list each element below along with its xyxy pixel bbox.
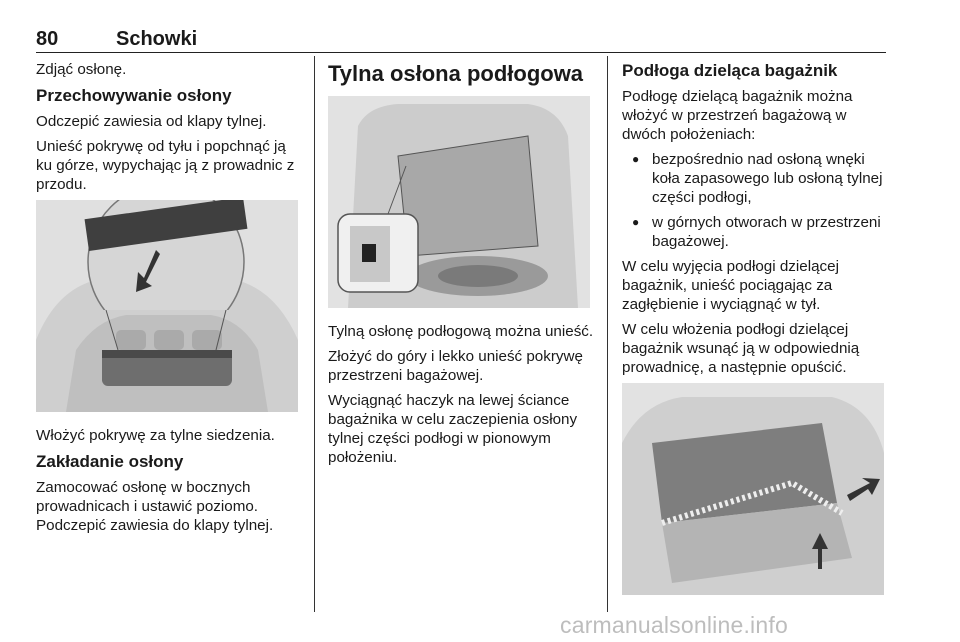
page-header [36,26,886,53]
paragraph: Włożyć pokrywę za tylne siedzenia. [36,427,275,444]
paragraph: Zdjąć osłonę. [36,61,127,78]
column-middle [328,60,594,473]
paragraph: W celu włożenia podłogi dzielącej bagażnik wsunąć ją w odpowiednią prowadnicę, a następnie opuścić. [622,321,860,376]
paragraph: W celu wyjęcia podłogi dzielącej bagażnik, unieść pociągając za zagłębienie i wyciągnąć w tył. [622,258,839,313]
column-right [622,60,884,609]
list-item: ● w górnych otworach w przestrzeni bagażowej. [622,213,884,251]
paragraph: Podłogę dzielącą bagażnik można włożyć w przestrzeń bagażową w dwóch położeniach: [622,88,853,143]
paragraph: Złożyć do góry i lekko unieść pokrywę przestrzeni bagażowej. [328,348,583,384]
column-divider [314,56,315,612]
paragraph: Tylną osłonę podłogową można unieść. [328,323,594,340]
paragraph: Odczepić zawiesia od klapy tylnej. [36,113,267,130]
rear-floor-cover-illustration [328,96,590,308]
section-heading: Przechowywanie osłony [36,86,232,105]
paragraph: Unieść pokrywę od tyłu i popchnąć ją ku górze, wypychając ją z prowadnic z przodu. [36,138,295,193]
load-floor-illustration [622,383,884,595]
paragraph: Zamocować osłonę w bocznych prowadnicach i ustawić poziomo. Podczepić zawiesia do klapy tylnej. [36,479,274,534]
column-left [36,60,300,541]
section-heading: Zakładanie osłony [36,452,184,471]
chapter-title: Schowki [116,28,198,50]
section-heading: Podłoga dzieląca bagażnik [622,61,838,80]
bullet-list [622,150,884,251]
watermark: carmanualsonline.info [560,612,788,638]
list-item: ● bezpośrednio nad osłoną wnęki koła zapasowego lub osłoną tylnej części podłogi, [622,150,884,207]
page-number: 80 [36,28,59,50]
column-divider [607,56,608,612]
cover-storage-illustration [36,200,298,412]
paragraph: Wyciągnąć haczyk na lewej ściance bagażnika w celu zaczepienia osłony tylnej części podłogi w pionowym położeniu. [328,392,578,466]
section-title: Tylna osłona podłogowa [328,61,584,86]
